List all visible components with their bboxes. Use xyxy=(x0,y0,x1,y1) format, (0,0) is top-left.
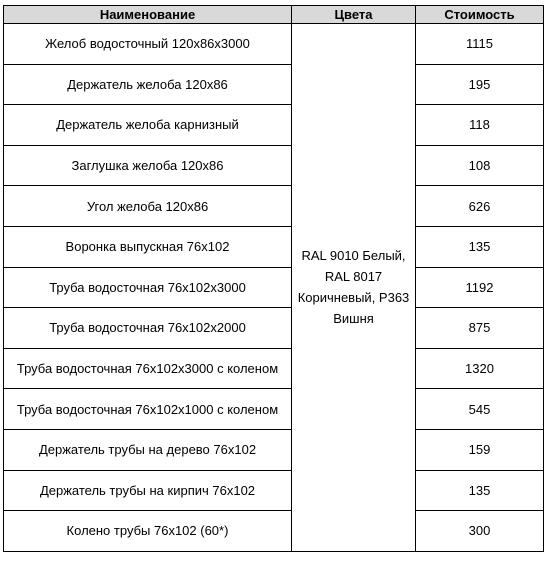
table-row xyxy=(4,348,544,389)
row-name: Колено трубы 76х102 (60*) xyxy=(4,511,292,552)
table-row xyxy=(4,145,544,186)
row-name: Держатель желоба карнизный xyxy=(4,105,292,146)
table-row xyxy=(4,389,544,430)
row-price: 875 xyxy=(416,308,544,349)
row-name: Держатель трубы на кирпич 76х102 xyxy=(4,470,292,511)
row-name: Заглушка желоба 120х86 xyxy=(4,145,292,186)
table-row xyxy=(4,267,544,308)
table-row xyxy=(4,470,544,511)
row-name: Держатель трубы на дерево 76х102 xyxy=(4,429,292,470)
row-price: 195 xyxy=(416,64,544,105)
row-price: 1192 xyxy=(416,267,544,308)
table-row xyxy=(4,308,544,349)
row-price: 108 xyxy=(416,145,544,186)
table-row xyxy=(4,226,544,267)
row-price: 1115 xyxy=(416,24,544,65)
table-row xyxy=(4,186,544,227)
row-price: 300 xyxy=(416,511,544,552)
table-row xyxy=(4,429,544,470)
row-price: 159 xyxy=(416,429,544,470)
row-name: Труба водосточная 76х102х2000 xyxy=(4,308,292,349)
row-price: 135 xyxy=(416,470,544,511)
table-row xyxy=(4,105,544,146)
row-name: Держатель желоба 120х86 xyxy=(4,64,292,105)
row-name: Желоб водосточный 120х86х3000 xyxy=(4,24,292,65)
row-price: 118 xyxy=(416,105,544,146)
table-row xyxy=(4,24,544,65)
row-name: Труба водосточная 76х102х3000 с коленом xyxy=(4,348,292,389)
row-name: Труба водосточная 76х102х1000 с коленом xyxy=(4,389,292,430)
row-price: 135 xyxy=(416,226,544,267)
row-price: 1320 xyxy=(416,348,544,389)
row-name: Угол желоба 120х86 xyxy=(4,186,292,227)
colors-cell: RAL 9010 Белый, RAL 8017 Коричневый, Р363 Вишня xyxy=(292,24,416,552)
table-header-row xyxy=(4,6,544,24)
row-name: Труба водосточная 76х102х3000 xyxy=(4,267,292,308)
price-table-wrapper xyxy=(3,5,544,552)
header-colors: Цвета xyxy=(292,6,416,24)
header-name: Наименование xyxy=(4,6,292,24)
table-row xyxy=(4,511,544,552)
header-price: Стоимость xyxy=(416,6,544,24)
row-price: 545 xyxy=(416,389,544,430)
table-row xyxy=(4,64,544,105)
price-table xyxy=(3,5,544,552)
row-name: Воронка выпускная 76х102 xyxy=(4,226,292,267)
row-price: 626 xyxy=(416,186,544,227)
